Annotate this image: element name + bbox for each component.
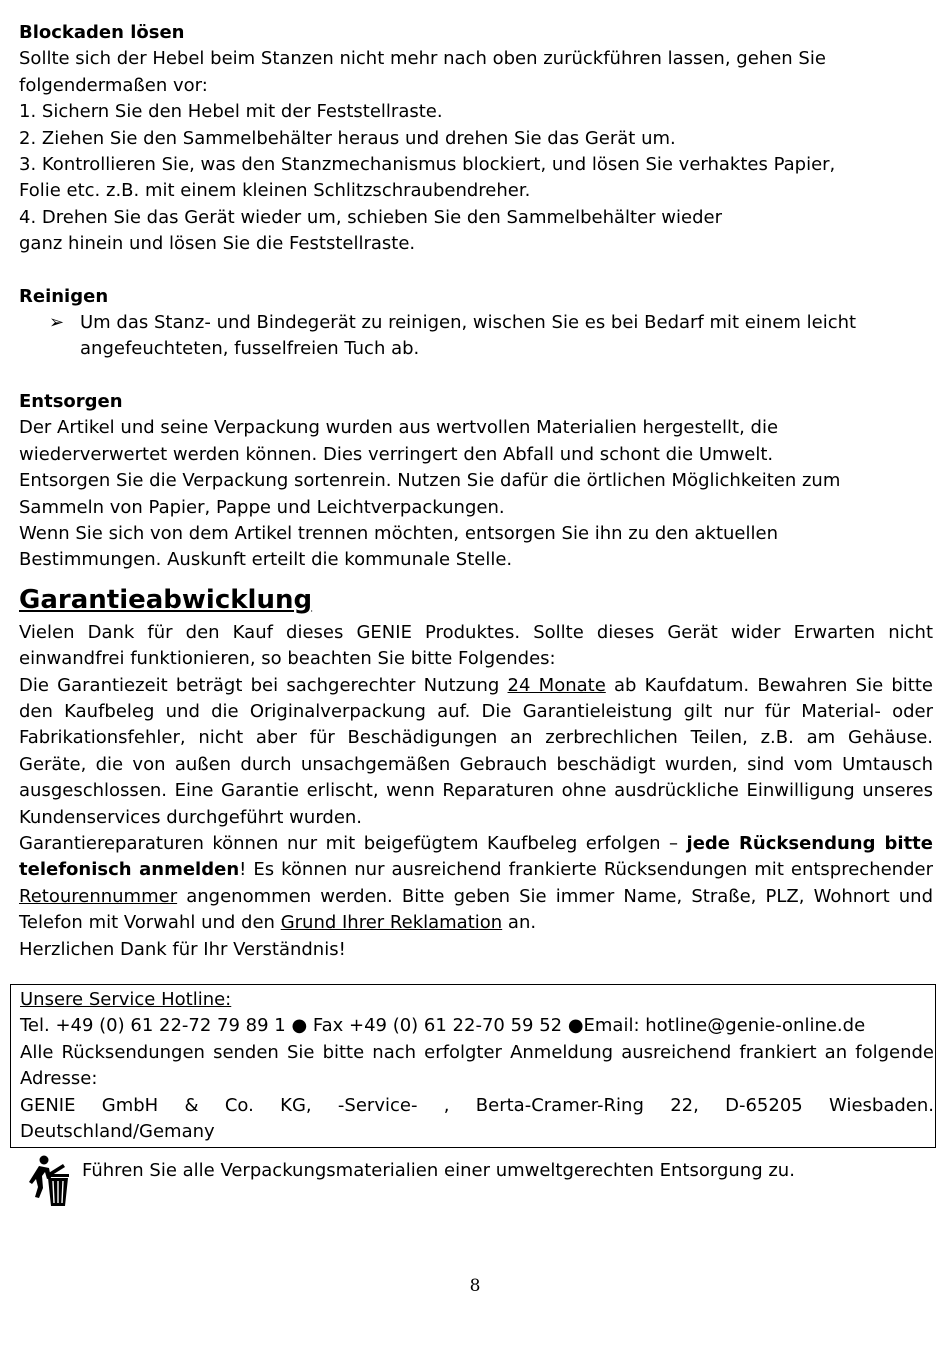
service-address: GENIE GmbH & Co. KG, -Service- , Berta-Cramer-Ring 22, D-65205 Wiesbaden. xyxy=(20,1094,934,1116)
text-line: wiederverwertet werden können. Dies verringert den Abfall und schont die Umwelt. xyxy=(19,443,774,465)
text-line: Entsorgen Sie die Verpackung sortenrein. Nutzen Sie dafür die örtlichen Möglichkeiten zum xyxy=(19,470,841,492)
text-line: Wenn Sie sich von dem Artikel trennen möchten, entsorgen Sie ihn zu den aktuellen xyxy=(19,522,778,544)
text-run: ! Es können nur ausreichend frankierte Rücksendungen mit entsprechender xyxy=(239,859,933,881)
warranty-period: 24 Monate xyxy=(507,674,606,696)
step-4: 4. Drehen Sie das Gerät wieder um, schieben Sie den Sammelbehälter wieder xyxy=(19,206,722,228)
spacer xyxy=(19,258,933,284)
section-entsorgen xyxy=(19,389,933,574)
heading-garantieabwicklung: Garantieabwicklung xyxy=(19,584,313,615)
garantie-paragraph-2 xyxy=(19,673,933,831)
garantie-paragraph-3 xyxy=(19,831,933,937)
garantie-paragraph-1: Vielen Dank für den Kauf dieses GENIE Produktes. Sollte dieses Gerät wider Erwarten nicht einwandfrei funktionieren, so beachten Sie bitte Folgendes: xyxy=(19,621,933,670)
section-garantie xyxy=(19,583,933,963)
text-run: an. xyxy=(502,912,537,934)
step-2: 2. Ziehen Sie den Sammelbehälter heraus und drehen Sie das Gerät um. xyxy=(19,127,676,149)
disposal-note xyxy=(19,1154,933,1208)
spacer xyxy=(19,363,933,389)
trash-bin-recycle-icon xyxy=(25,1154,85,1208)
returns-instruction: Alle Rücksendungen senden Sie bitte nach erfolgter Anmeldung ausreichend frankiert an folgende Adresse: xyxy=(20,1041,934,1090)
complaint-reason-term: Grund Ihrer Reklamation xyxy=(280,912,503,934)
document-page xyxy=(19,20,933,1208)
text-run: Die Garantiezeit beträgt bei sachgerechter Nutzung xyxy=(19,674,508,696)
page-number: 8 xyxy=(469,1276,481,1296)
thanks-line: Herzlichen Dank für Ihr Verständnis! xyxy=(19,938,346,960)
section-blockaden xyxy=(19,20,933,258)
heading-reinigen: Reinigen xyxy=(19,285,109,307)
heading-entsorgen: Entsorgen xyxy=(19,390,123,412)
text-run: Garantiereparaturen können nur mit beigefügtem Kaufbeleg erfolgen – xyxy=(19,832,687,854)
bullet-item xyxy=(19,310,933,363)
arrow-bullet-icon: ➢ xyxy=(49,312,65,334)
text-run: ab Kaufdatum. Bewahren Sie bitte den Kaufbeleg und die Originalverpackung auf. Die Garantieleistung gilt nur für Material- oder Fabrikationsfehler, nicht aber für Beschädigungen an zerbrechlichen Teilen, z.B. am Gehäuse. Geräte, die von außen durch unsachgemäßen Gebrauch beschädigt wurden, sind vom Umtausch ausgeschlossen. Eine Garantie erlischt, wenn Reparaturen ohne ausdrückliche Einwilligung unseres Kundenservices durchgeführt wurden. xyxy=(19,674,933,828)
hotline-label: Unsere Service Hotline: xyxy=(20,989,232,1010)
text-line: Sammeln von Papier, Pappe und Leichtverpackungen. xyxy=(19,496,505,518)
bullet-text: Um das Stanz- und Bindegerät zu reinigen, wischen Sie es bei Bedarf mit einem leicht angefeuchteten, fusselfreien Tuch ab. xyxy=(80,312,857,360)
heading-blockaden: Blockaden lösen xyxy=(19,22,185,43)
section-reinigen xyxy=(19,284,933,363)
text-line: folgendermaßen vor: xyxy=(19,74,208,96)
step-3: 3. Kontrollieren Sie, was den Stanzmechanismus blockiert, und lösen Sie verhaktes Papier, xyxy=(19,154,836,176)
contact-line: Tel. +49 (0) 61 22-72 79 89 1 ● Fax +49 (0) 61 22-70 59 52 ●Email: hotline@genie-online.de xyxy=(20,1015,866,1037)
step-3-cont: Folie etc. z.B. mit einem kleinen Schlitzschraubendreher. xyxy=(19,180,531,202)
text-line: Bestimmungen. Auskunft erteilt die kommunale Stelle. xyxy=(19,549,513,571)
step-4-cont: ganz hinein und lösen Sie die Feststellraste. xyxy=(19,233,416,255)
text-line: Der Artikel und seine Verpackung wurden aus wertvollen Materialien hergestellt, die xyxy=(19,417,779,439)
return-number-term: Retourennummer xyxy=(19,885,178,907)
service-country: Deutschland/Gemany xyxy=(20,1121,215,1143)
disposal-note-text: Führen Sie alle Verpackungsmaterialien einer umweltgerechten Entsorgung zu. xyxy=(82,1160,795,1182)
text-line: Sollte sich der Hebel beim Stanzen nicht mehr nach oben zurückführen lassen, gehen Sie xyxy=(19,48,826,70)
text-run: angenommen werden. Bitte geben Sie immer Name, Straße, PLZ, Wohnort und Telefon mit Vorwahl und den xyxy=(19,885,933,934)
service-hotline-box xyxy=(10,984,936,1148)
emphasis-register-return: jede Rücksendung bitte telefonisch anmelden xyxy=(19,832,933,881)
step-1: 1. Sichern Sie den Hebel mit der Feststellraste. xyxy=(19,101,443,123)
